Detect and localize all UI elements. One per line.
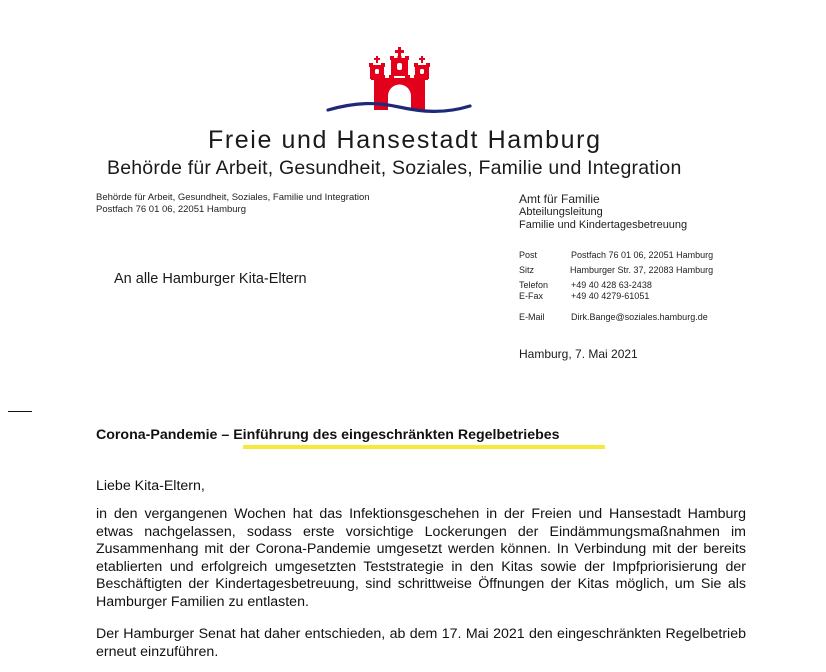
- contact-label-post: Post: [519, 250, 538, 260]
- sender-line-1: Behörde für Arbeit, Gesundheit, Soziales, Familie und Integration: [96, 192, 370, 203]
- contact-label-efax: E-Fax: [519, 291, 544, 301]
- office-division: Familie und Kindertagesbetreuung: [519, 219, 688, 231]
- subject-highlight: [243, 445, 605, 449]
- contact-value-email[interactable]: Dirk.Bange@soziales.hamburg.de: [571, 312, 708, 322]
- paragraph-2: Der Hamburger Senat hat daher entschieden, ab dem 17. Mai 2021 den eingeschränkten Regelbetrieb erneut einzuführen.: [96, 626, 746, 660]
- hamburg-castle-emblem-icon: [326, 44, 472, 118]
- contact-label-telefon: Telefon: [519, 280, 549, 290]
- recipient-address: An alle Hamburger Kita-Eltern: [114, 271, 307, 287]
- salutation: Liebe Kita-Eltern,: [96, 478, 205, 494]
- fold-mark: [8, 411, 32, 412]
- paragraph-1: in den vergangenen Wochen hat das Infektionsgeschehen in der Freien und Hansestadt Hamburg etwas nachgelassen, sodass erste vorsichtige Lockerungen der Eindämmungsmaßnahmen im Zusammenhang mit der Corona-Pandemie umgesetzt werden können. In Verbindung mit der bereits etablierten und erfolgreich umgesetzten Teststrategie in den Kitas sowie der Impfpriorisierung der Beschäftigten der Kindertagesbetreuung, sind schrittweise Öffnungen der Kitas möglich, um Sie als Hamburger Familien zu entlasten.: [96, 506, 746, 610]
- subject-line: [96, 427, 560, 443]
- subject-prefix: Corona-Pandemie –: [96, 427, 234, 443]
- authority-subtitle: Behörde für Arbeit, Gesundheit, Soziales, Familie und Integration: [107, 157, 682, 179]
- contact-label-email: E-Mail: [519, 312, 545, 322]
- sender-line-2: Postfach 76 01 06, 22051 Hamburg: [96, 204, 246, 215]
- contact-value-post: Postfach 76 01 06, 22051 Hamburg: [571, 250, 714, 260]
- office-name: Amt für Familie: [519, 192, 600, 206]
- contact-value-telefon: +49 40 428 63-2438: [571, 280, 652, 290]
- office-department: Abteilungsleitung: [519, 206, 603, 218]
- contact-label-sitz: Sitz: [519, 265, 535, 275]
- authority-title: Freie und Hansestadt Hamburg: [208, 126, 602, 154]
- subject-highlighted-text: Einführung des eingeschränkten Regelbetriebes: [233, 427, 560, 443]
- letter-date: Hamburg, 7. Mai 2021: [519, 347, 638, 361]
- contact-value-efax: +49 40 4279-61051: [571, 291, 650, 301]
- contact-value-sitz: Hamburger Str. 37, 22083 Hamburg: [570, 265, 714, 275]
